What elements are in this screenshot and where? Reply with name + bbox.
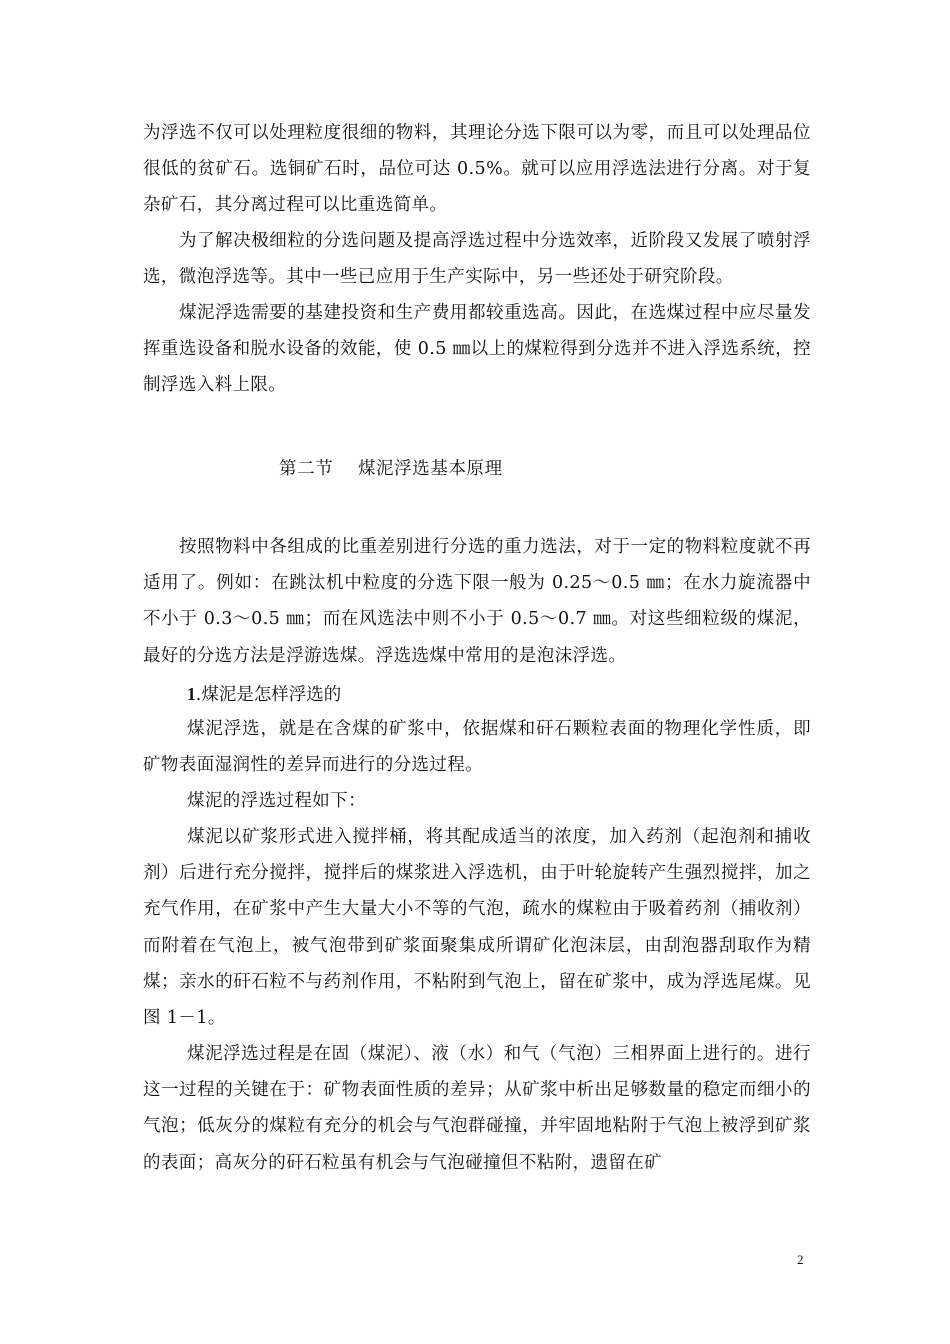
- subsection-number: 1: [187, 684, 196, 704]
- section-heading: 第二节 煤泥浮选基本原理: [279, 459, 503, 479]
- paragraph-flotation-cost: 煤泥浮选需要的基建投资和生产费用都较重选高。因此，在选煤过程中应尽量发挥重选设备和脱水设备的效能，使 0.5 ㎜以上的煤粒得到分选并不进入浮选系统，控制浮选入料上限。: [143, 303, 811, 396]
- subsection-heading: [187, 681, 341, 706]
- paragraph-flotation-definition: 煤泥浮选，就是在含煤的矿浆中，依据煤和矸石颗粒表面的物理化学性质，即矿物表面湿润性的差异而进行的分选过程。: [143, 719, 811, 776]
- paragraph-process-description: 煤泥以矿浆形式进入搅拌桶，将其配成适当的浓度，加入药剂（起泡剂和捕收剂）后进行充分搅拌，搅拌后的煤浆进入浮选机，由于叶轮旋转产生强烈搅拌，加之充气作用，在矿浆中产生大量大小不等的气泡，疏水的煤粒由于吸着药剂（捕收剂）而附着在气泡上，被气泡带到矿浆面聚集成所谓矿化泡沫层，由刮泡器刮取作为精煤；亲水的矸石粒不与药剂作用，不粘附到气泡上，留在矿浆中，成为浮选尾煤。见图 1－1。: [143, 827, 811, 1029]
- paragraph-three-phase-interface: 煤泥浮选过程是在固（煤泥）、液（水）和气（气泡）三相界面上进行的。进行这一过程的关键在于：矿物表面性质的差异；从矿浆中析出足够数量的稳定而细小的气泡；低灰分的煤粒有充分的机会与气泡群碰撞，并牢固地粘附于气泡上被浮到矿浆的表面；高灰分的矸石粒虽有机会与气泡碰撞但不粘附，遗留在矿: [143, 1044, 811, 1173]
- paragraph-new-flotation-methods: 为了解决极细粒的分选问题及提高浮选过程中分选效率，近阶段又发展了喷射浮选，微泡浮选等。其中一些已应用于生产实际中，另一些还处于研究阶段。: [143, 231, 811, 288]
- paragraph-process-intro: 煤泥的浮选过程如下：: [187, 791, 366, 811]
- paragraph-flotation-advantages: 为浮选不仅可以处理粒度很细的物料，其理论分选下限可以为零，而且可以处理品位很低的贫矿石。选铜矿石时，品位可达 0.5%。就可以应用浮选法进行分离。对于复杂矿石，其分离过程可以比重选简单。: [143, 123, 811, 216]
- subsection-title: .煤泥是怎样浮选的: [195, 685, 342, 705]
- page-number: 2: [797, 1252, 804, 1267]
- paragraph-gravity-limits: 按照物料中各组成的比重差别进行分选的重力选法，对于一定的物料粒度就不再适用了。例如：在跳汰机中粒度的分选下限一般为 0.25～0.5 ㎜；在水力旋流器中不小于 0.3～0.5 ㎜；而在风选法中则不小于 0.5～0.7 ㎜。对这些细粒级的煤泥，最好的分选方法是浮游选煤。浮选选煤中常用的是泡沫浮选。: [143, 537, 811, 666]
